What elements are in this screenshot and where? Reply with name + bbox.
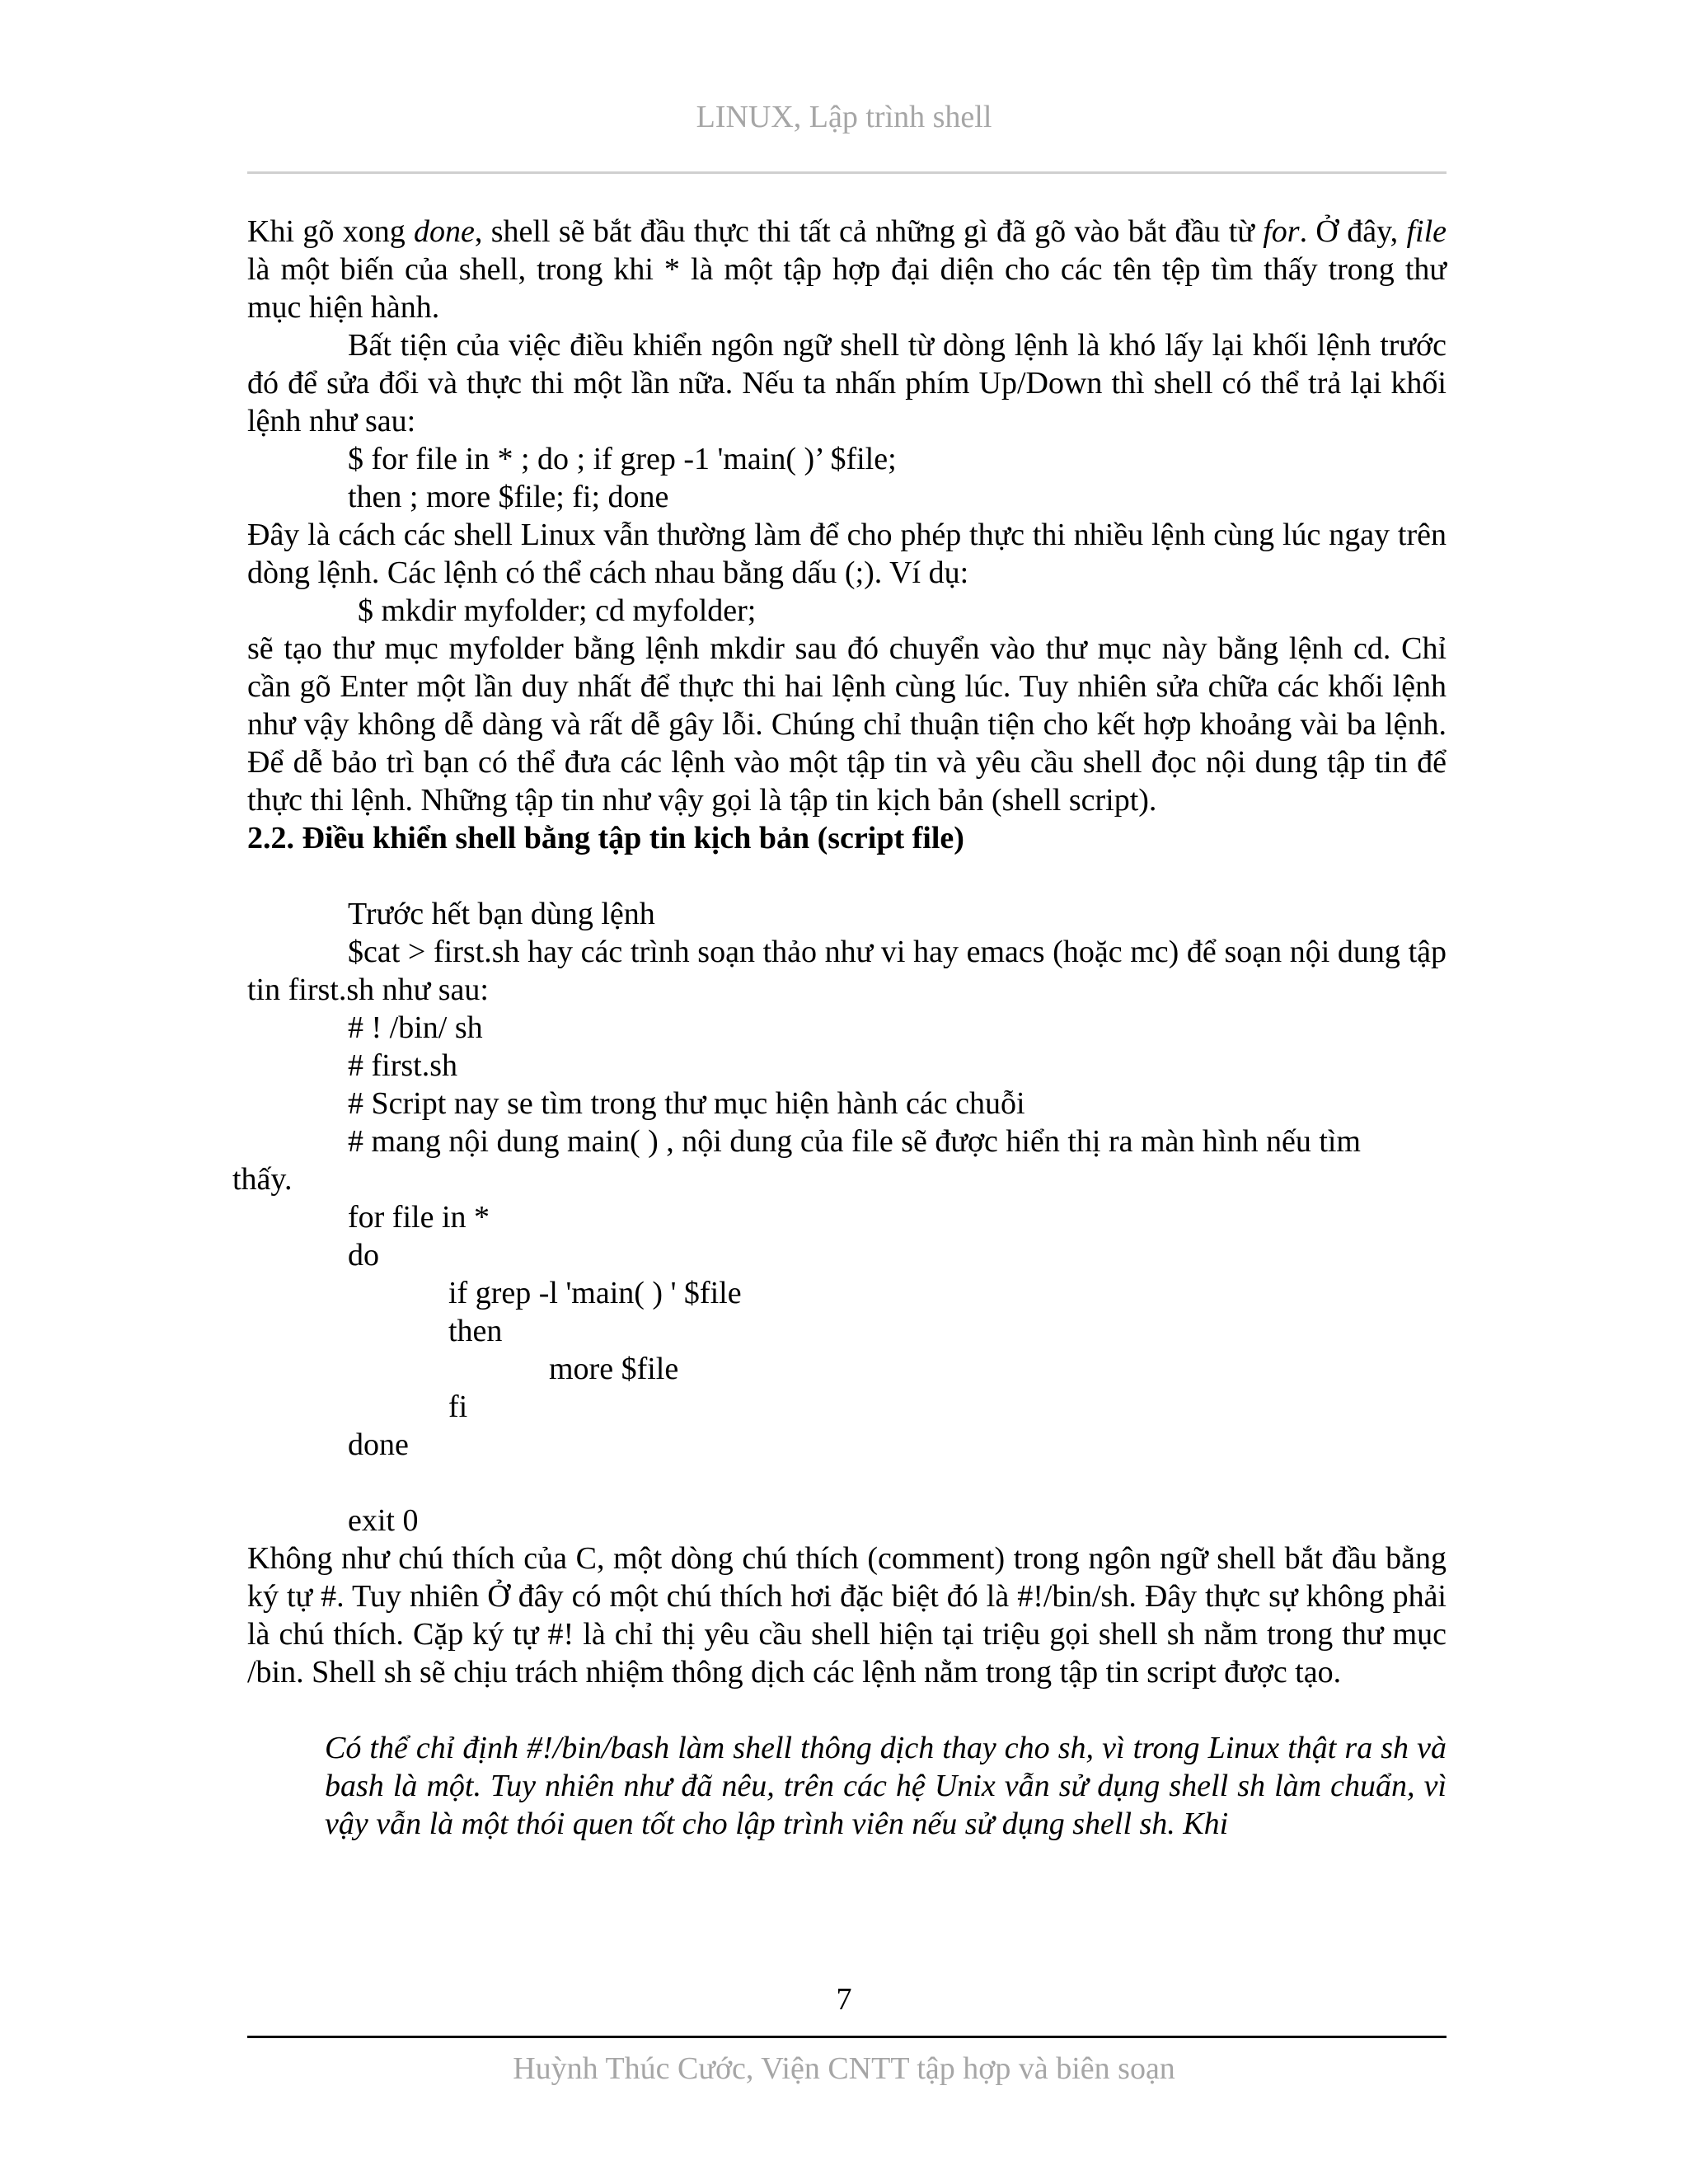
paragraph-first-command: Trước hết bạn dùng lệnh <box>348 897 655 931</box>
running-header: LINUX, Lập trình shell <box>696 100 992 134</box>
command-line-3: $ mkdir myfolder; cd myfolder; <box>358 593 757 628</box>
code-line: more $file <box>549 1352 679 1386</box>
paragraph-comment: Không như chú thích của C, một dòng chú thích (comment) trong ngôn ngữ shell bắt đầu bằng ký tự #. Tuy nhiên Ở đây có một chú thích hơi đặc biệt đó là #!/bin/sh. Đây thực sự không phải là chú thích. Cặp ký tự #! là chỉ thị yêu cầu shell hiện tại triệu gọi shell sh nằm trong thư mục /bin. Shell sh sẽ chịu trách nhiệm thông dịch các lệnh nằm trong tập tin script được tạo. <box>247 1541 1447 1690</box>
footer-divider <box>247 2036 1447 2038</box>
code-line: # ! /bin/ sh <box>348 1010 483 1045</box>
text: là một biến của shell, trong khi * là một tập hợp đại diện cho các tên tệp tìm thấy trong thư mục hiện hành. <box>247 252 1447 325</box>
code-line: then <box>448 1314 503 1348</box>
paragraph-cat: $cat > first.sh hay các trình soạn thảo như vi hay emacs (hoặc mc) để soạn nội dung tập tin first.sh như sau: <box>247 935 1447 1007</box>
italic-note: Có thể chỉ định #!/bin/bash làm shell thông dịch thay cho sh, vì trong Linux thật ra sh và bash là một. Tuy nhiên như đã nêu, trên các hệ Unix vẫn sử dụng shell sh làm chuẩn, vì vậy vẫn là một thói quen tốt cho lập trình viên nếu sử dụng shell sh. Khi <box>325 1731 1447 1841</box>
paragraph-inconvenience: Bất tiện của việc điều khiển ngôn ngữ shell từ dòng lệnh là khó lấy lại khối lệnh trước đó để sửa đổi và thực thi một lần nữa. Nếu ta nhấn phím Up/Down thì shell có thể trả lại khối lệnh như sau: <box>247 328 1447 438</box>
script-code-block <box>232 1009 1447 1540</box>
emphasis-done: done <box>414 214 475 249</box>
code-line: # Script nay se tìm trong thư mục hiện hành các chuỗi <box>348 1086 1025 1121</box>
code-line: exit 0 <box>348 1503 419 1538</box>
text: Khi gõ xong <box>247 214 415 249</box>
paragraph-mkdir: sẽ tạo thư mục myfolder bằng lệnh mkdir sau đó chuyển vào thư mục này bằng lệnh cd. Chỉ cần gõ Enter một lần duy nhất để thực thi hai lệnh cùng lúc. Tuy nhiên sửa chữa các khối lệnh như vậy không dễ dàng và rất dễ gây lỗi. Chúng chỉ thuận tiện cho kết hợp khoảng vài ba lệnh. Để dễ bảo trì bạn có thể đưa các lệnh vào một tập tin và yêu cầu shell đọc nội dung tập tin để thực thi lệnh. Những tập tin như vậy gọi là tập tin kịch bản (shell script). <box>247 631 1447 818</box>
paragraph-intro <box>247 213 1447 326</box>
page-number: 7 <box>836 1982 852 2017</box>
code-line: for file in * <box>348 1200 490 1235</box>
command-line-2: then ; more $file; fi; done <box>348 480 669 514</box>
page-content <box>232 213 1447 1843</box>
text: , shell sẽ bắt đầu thực thi tất cả những gì đã gõ vào bắt đầu từ <box>474 214 1264 249</box>
code-line: if grep -l 'main( ) ' $file <box>448 1276 742 1310</box>
text: . Ở đây, <box>1299 214 1407 249</box>
code-line: do <box>348 1238 379 1272</box>
header-divider <box>247 171 1447 174</box>
code-line: # first.sh <box>348 1048 457 1083</box>
paragraph-multi-command: Đây là cách các shell Linux vẫn thường làm để cho phép thực thi nhiều lệnh cùng lúc ngay trên dòng lệnh. Các lệnh có thể cách nhau bằng dấu (;). Ví dụ: <box>247 518 1447 590</box>
code-line: done <box>348 1427 409 1462</box>
code-line: # mang nội dung main( ) , nội dung của file sẽ được hiển thị ra màn hình nếu tìm <box>348 1124 1361 1159</box>
emphasis-file: file <box>1406 214 1447 249</box>
command-line-1: $ for file in * ; do ; if grep -1 'main( )’ $file; <box>348 442 897 476</box>
running-footer: Huỳnh Thúc Cước, Viện CNTT tập hợp và biên soạn <box>513 2051 1175 2086</box>
emphasis-for: for <box>1263 214 1300 249</box>
section-heading: 2.2. Điều khiển shell bằng tập tin kịch bản (script file) <box>247 821 964 855</box>
code-line: fi <box>448 1390 468 1424</box>
code-line: thấy. <box>232 1162 293 1197</box>
